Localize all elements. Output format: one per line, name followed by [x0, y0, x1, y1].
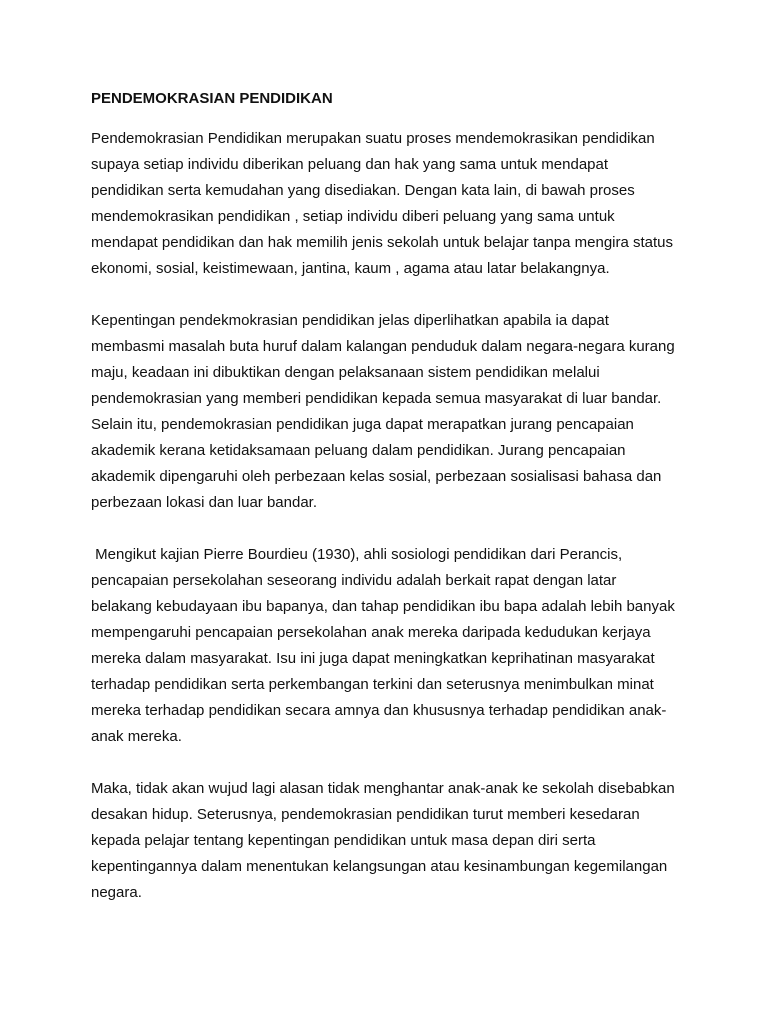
paragraph	[91, 126, 691, 282]
text-line: negara.	[91, 884, 142, 901]
text-line: ekonomi, sosial, keistimewaan, jantina, kaum , agama atau latar belakangnya.	[91, 260, 610, 277]
document-title: PENDEMOKRASIAN PENDIDIKAN	[91, 90, 333, 107]
paragraph-spacer	[91, 516, 691, 542]
text-line: anak mereka.	[91, 728, 182, 745]
text-line: Maka, tidak akan wujud lagi alasan tidak menghantar anak-anak ke sekolah disebabkan	[91, 780, 675, 797]
text-line: terhadap pendidikan serta perkembangan terkini dan seterusnya menimbulkan minat	[91, 676, 654, 693]
text-line: membasmi masalah buta huruf dalam kalangan penduduk dalam negara-negara kurang	[91, 338, 675, 355]
paragraph-spacer	[91, 282, 691, 308]
text-line: mereka terhadap pendidikan secara amnya dan khususnya terhadap pendidikan anak-	[91, 702, 667, 719]
text-line: desakan hidup. Seterusnya, pendemokrasian pendidikan turut memberi kesedaran	[91, 806, 640, 823]
text-line: perbezaan lokasi dan luar bandar.	[91, 494, 317, 511]
text-line: Mengikut kajian Pierre Bourdieu (1930), ahli sosiologi pendidikan dari Perancis,	[91, 546, 623, 563]
paragraph	[91, 776, 691, 906]
text-line: mempengaruhi pencapaian persekolahan anak mereka daripada kedudukan kerjaya	[91, 624, 651, 641]
text-line: Selain itu, pendemokrasian pendidikan juga dapat merapatkan jurang pencapaian	[91, 416, 634, 433]
paragraph-list	[91, 126, 691, 906]
paragraph	[91, 308, 691, 516]
text-line: Pendemokrasian Pendidikan merupakan suatu proses mendemokrasikan pendidikan	[91, 130, 655, 147]
text-line: akademik kerana ketidaksamaan peluang dalam pendidikan. Jurang pencapaian	[91, 442, 626, 459]
text-line: pendemokrasian yang memberi pendidikan kepada semua masyarakat di luar bandar.	[91, 390, 662, 407]
text-line: kepentingannya dalam menentukan kelangsungan atau kesinambungan kegemilangan	[91, 858, 668, 875]
text-line: Kepentingan pendekmokrasian pendidikan jelas diperlihatkan apabila ia dapat	[91, 312, 609, 329]
title-spacer	[91, 110, 691, 126]
text-line: pencapaian persekolahan seseorang individu adalah berkait rapat dengan latar	[91, 572, 617, 589]
text-line: maju, keadaan ini dibuktikan dengan pelaksanaan sistem pendidikan melalui	[91, 364, 600, 381]
text-line: kepada pelajar tentang kepentingan pendidikan untuk masa depan diri serta	[91, 832, 596, 849]
document-body	[91, 88, 691, 906]
text-line: akademik dipengaruhi oleh perbezaan kelas sosial, perbezaan sosialisasi bahasa dan	[91, 468, 662, 485]
paragraph-spacer	[91, 750, 691, 776]
paragraph	[91, 542, 691, 750]
text-line: mereka dalam masyarakat. Isu ini juga dapat meningkatkan keprihatinan masyarakat	[91, 650, 655, 667]
text-line: mendapat pendidikan dan hak memilih jenis sekolah untuk belajar tanpa mengira status	[91, 234, 674, 251]
text-line: belakang kebudayaan ibu bapanya, dan tahap pendidikan ibu bapa adalah lebih banyak	[91, 598, 675, 615]
text-line: pendidikan serta kemudahan yang disediakan. Dengan kata lain, di bawah proses	[91, 182, 635, 199]
text-line: supaya setiap individu diberikan peluang dan hak yang sama untuk mendapat	[91, 156, 609, 173]
text-line: mendemokrasikan pendidikan , setiap individu diberi peluang yang sama untuk	[91, 208, 615, 225]
